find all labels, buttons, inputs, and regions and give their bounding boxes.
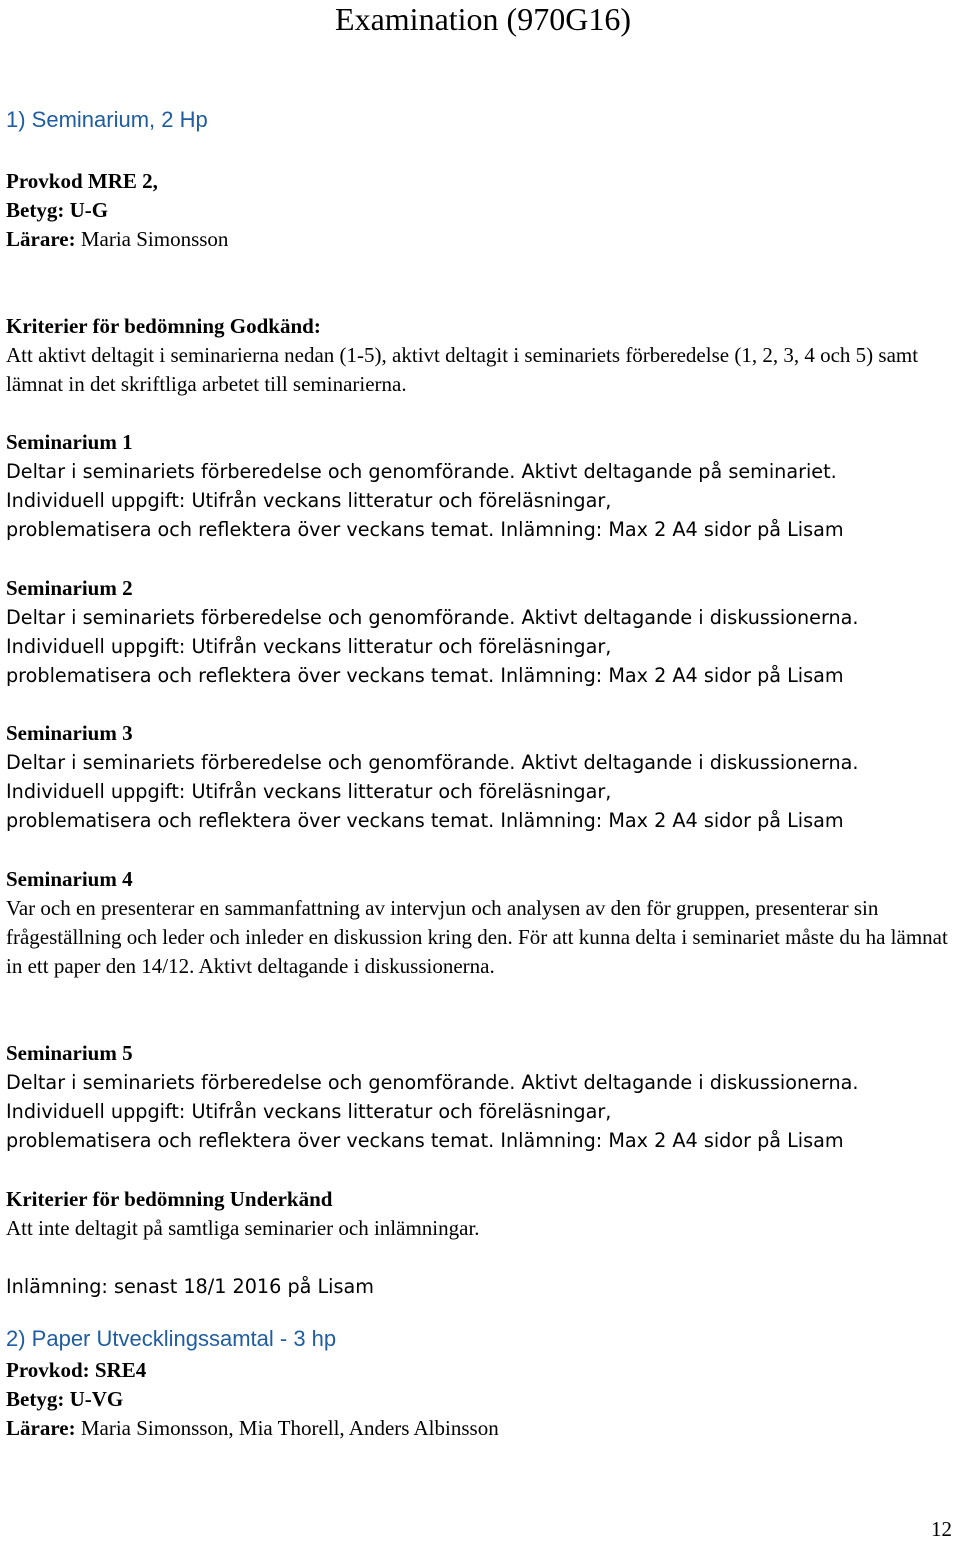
seminar-3-heading: Seminarium 3: [6, 721, 133, 745]
seminar-5-line3a: problematisera och reflektera över veckans temat.: [6, 1129, 495, 1152]
inlamning-deadline: Inlämning: senast 18/1 2016 på Lisam: [6, 1275, 374, 1298]
section1-betyg: Betyg: U-G: [6, 198, 109, 222]
section2-betyg: Betyg: U-VG: [6, 1387, 124, 1411]
section1-heading: 1) Seminarium, 2 Hp: [6, 107, 208, 132]
seminar-2-line2: Individuell uppgift: Utifrån veckans litteratur och föreläsningar,: [6, 635, 612, 658]
seminar-2-line3: [6, 661, 844, 690]
seminar-3-line2: Individuell uppgift: Utifrån veckans litteratur och föreläsningar,: [6, 780, 612, 803]
seminar-1-line2: Individuell uppgift: Utifrån veckans litteratur och föreläsningar,: [6, 489, 612, 512]
seminar-5-line1: Deltar i seminariets förberedelse och genomförande. Aktivt deltagande i diskussionerna.: [6, 1071, 859, 1094]
seminar-3-line3a: problematisera och reflektera över veckans temat.: [6, 809, 495, 832]
kriterier-godkand-text: Att aktivt deltagit i seminarierna nedan (1-5), aktivt deltagit i seminariets förberedelse (1, 2, 3, 4 och 5) samt lämnat in det skriftliga arbetet till seminarierna.: [6, 343, 919, 396]
seminar-5-line3: [6, 1126, 844, 1155]
seminar-1-line3: [6, 515, 844, 544]
seminar-2-line1: Deltar i seminariets förberedelse och genomförande. Aktivt deltagande i diskussionerna.: [6, 606, 859, 629]
seminar-5-line2: Individuell uppgift: Utifrån veckans litteratur och föreläsningar,: [6, 1100, 612, 1123]
kriterier-godkand-heading: Kriterier för bedömning Godkänd:: [6, 314, 321, 338]
seminar-3-line3: [6, 806, 844, 835]
section1-provkod: Provkod MRE 2,: [6, 169, 158, 193]
seminar-3-line3b: Inlämning: Max 2 A4 sidor på Lisam: [494, 809, 844, 832]
seminar-5-line3b: Inlämning: Max 2 A4 sidor på Lisam: [494, 1129, 844, 1152]
seminar-4-text: Var och en presenterar en sammanfattning av intervjun och analysen av den för gruppen, presenterar sin frågeställning och leder och inleder en diskussion kring den. För att kunna delta i seminariet måste du ha lämnat in ett paper den 14/12. Aktivt deltagande i diskussionerna.: [6, 896, 948, 978]
seminar-1-line3a: problematisera och reflektera över veckans temat.: [6, 518, 495, 541]
larare-value: Maria Simonsson: [80, 227, 229, 251]
seminar-5-heading: Seminarium 5: [6, 1041, 133, 1065]
seminar-2-line3a: problematisera och reflektera över veckans temat.: [6, 664, 495, 687]
section2-provkod: Provkod: SRE4: [6, 1358, 147, 1382]
seminar-4-heading: Seminarium 4: [6, 867, 133, 891]
section1-larare: [6, 225, 228, 254]
kriterier-underkand-heading: Kriterier för bedömning Underkänd: [6, 1187, 333, 1211]
section2-larare: [6, 1414, 499, 1443]
seminar-1-heading: Seminarium 1: [6, 430, 133, 454]
page-number: 12: [931, 1517, 952, 1541]
larare-label: Lärare:: [6, 227, 76, 251]
seminar-3-line1: Deltar i seminariets förberedelse och genomförande. Aktivt deltagande i diskussionerna.: [6, 751, 859, 774]
seminar-1-line1: Deltar i seminariets förberedelse och genomförande. Aktivt deltagande på seminariet.: [6, 460, 837, 483]
section2-larare-value: Maria Simonsson, Mia Thorell, Anders Albinsson: [75, 1416, 499, 1440]
section2-larare-label: Lärare:: [6, 1416, 76, 1440]
seminar-2-heading: Seminarium 2: [6, 576, 133, 600]
section2-heading: 2) Paper Utvecklingssamtal - 3 hp: [6, 1326, 337, 1351]
document-title: Examination (970G16): [335, 1, 631, 37]
kriterier-underkand-text: Att inte deltagit på samtliga seminarier och inlämningar.: [6, 1216, 480, 1240]
seminar-1-line3b: Inlämning: Max 2 A4 sidor på Lisam: [494, 518, 844, 541]
seminar-2-line3b: Inlämning: Max 2 A4 sidor på Lisam: [494, 664, 844, 687]
